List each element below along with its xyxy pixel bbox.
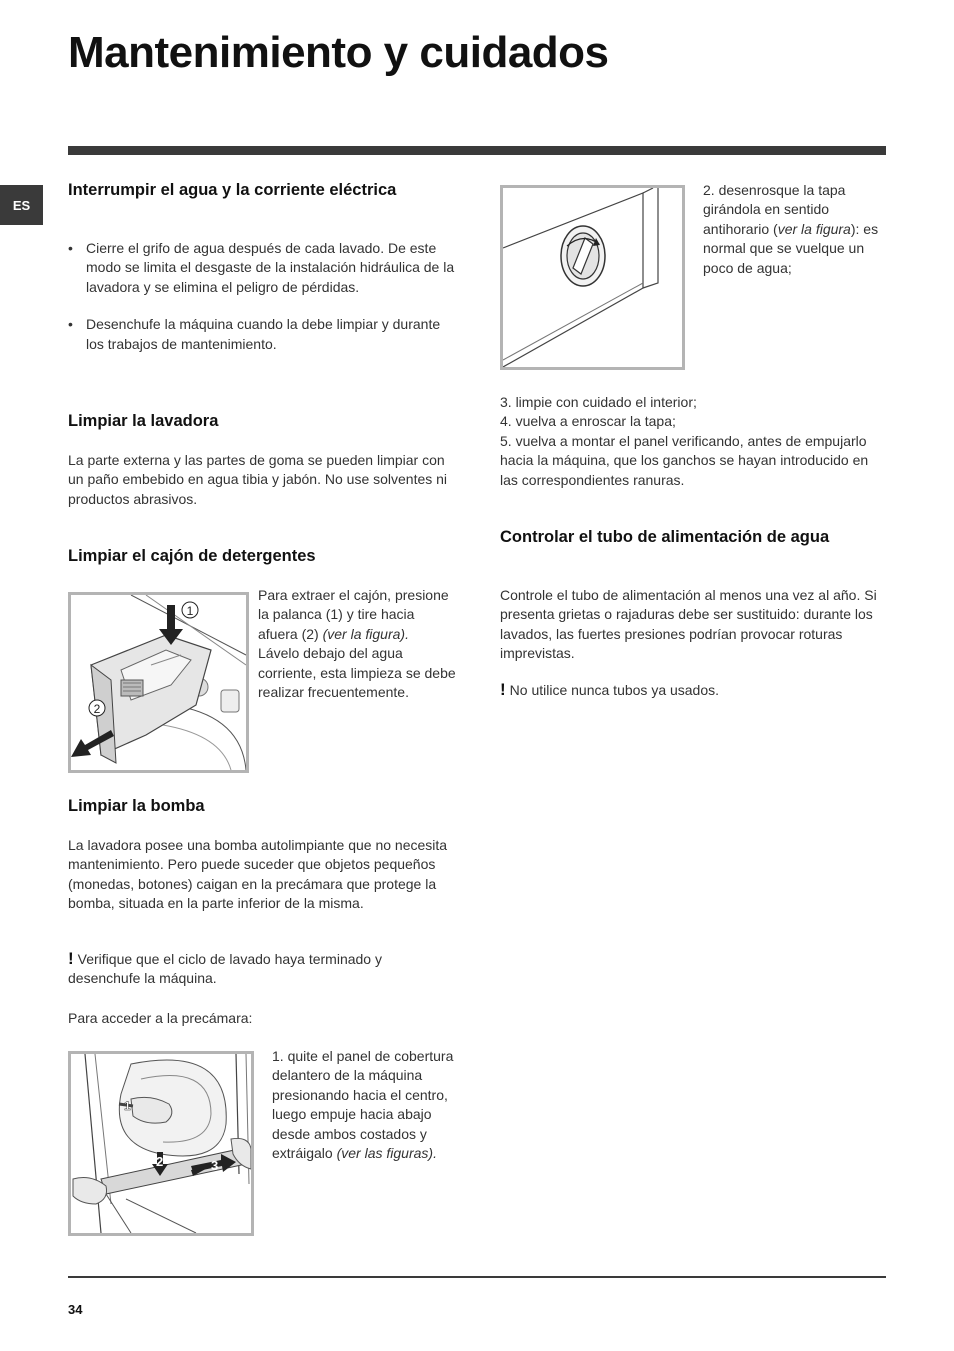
bomba-access-intro: Para acceder a la precámara:	[68, 1010, 253, 1026]
heading-bomba: Limpiar la bomba	[68, 797, 205, 815]
cajon-text	[258, 586, 456, 702]
lavadora-text: La parte externa y las partes de goma se pueden limpiar con un paño embebido en agua tibia y jabón. No use solventes ni productos abrasivos.	[68, 452, 448, 507]
step3-text: 3. limpie con cuidado el interior;	[500, 394, 697, 410]
pump-cap-figure	[500, 185, 685, 370]
bomba-warning-text: Verifique que el ciclo de lavado haya terminado y desenchufe la máquina.	[68, 951, 382, 987]
panel-label-2: 2	[156, 1154, 164, 1169]
step2-text-b: ): es normal que se vuelque un poco de agua;	[703, 220, 879, 276]
step1-text: 1. quite el panel de cobertura delantero de la máquina presionando hacia el centro, luego empuje hacia abajo desde ambos costados y extráigalo	[272, 1048, 454, 1162]
panel-label-1: 1	[124, 1099, 131, 1113]
tubo-warning-text: No utilice nunca tubos ya usados.	[509, 682, 720, 698]
step2-italic: ver la figura	[777, 220, 851, 237]
warning-mark: !	[68, 949, 74, 968]
cajon-text-after: Lávelo debajo del agua corriente, esta limpieza se debe realizar frecuentemente.	[258, 645, 456, 701]
heading-interrumpir: Interrumpir el agua y la corriente eléctrica	[68, 181, 397, 199]
drawer-label-1: 1	[186, 604, 194, 618]
heading-lavadora: Limpiar la lavadora	[68, 412, 219, 430]
page-title: Mantenimiento y cuidados	[68, 28, 609, 77]
page-number: 34	[68, 1302, 83, 1317]
footer-rule	[68, 1276, 886, 1278]
list-item: • Desenchufe la máquina cuando la debe limpiar y durante los trabajos de mantenimiento.	[68, 315, 458, 354]
drawer-label-2: 2	[93, 702, 101, 716]
tubo-warning	[500, 680, 886, 700]
cajon-text-italic: (ver la figura).	[322, 625, 409, 642]
step2-text-a: 2. desenrosque la tapa girándola en sentido antihorario (	[703, 182, 846, 237]
detergent-drawer-illustration	[71, 595, 246, 770]
bomba-text: La lavadora posee una bomba autolimpiante que no necesita mantenimiento. Pero puede suceder que objetos pequeños (monedas, botones) caigan en la precámara que protege la bomba, situada en la parte inferior de la misma.	[68, 837, 448, 912]
pump-cap-illustration	[503, 188, 682, 367]
bomba-step2	[703, 181, 888, 278]
interrumpir-list	[68, 239, 458, 354]
step5-text: 5. vuelva a montar el panel verificando, antes de empujarlo hacia la máquina, que los ganchos se hayan introducido en las correspondientes ranuras.	[500, 432, 869, 488]
bomba-warning	[68, 949, 453, 989]
title-rule	[68, 146, 886, 155]
tubo-text: Controle el tubo de alimentación al menos una vez al año. Si presenta grietas o rajaduras debe ser sustituido: durante los lavados, las fuertes presiones podrían provocar roturas imprevistas.	[500, 587, 877, 662]
step1-italic: (ver las figuras).	[336, 1145, 437, 1162]
step4-text: 4. vuelva a enroscar la tapa;	[500, 413, 676, 430]
language-tab: ES	[0, 185, 43, 225]
panel-figure	[68, 1051, 254, 1236]
front-panel-removal-illustration	[71, 1054, 251, 1233]
cajon-text-main: Para extraer el cajón, presione la palanca (1) y tire hacia afuera (2)	[258, 587, 449, 642]
bomba-step1	[272, 1047, 458, 1163]
bomba-steps-3-5	[500, 393, 886, 490]
warning-mark: !	[500, 680, 506, 699]
list-item: • Cierre el grifo de agua después de cada lavado. De este modo se limita el desgaste de la instalación hidráulica de la lavadora y se elimina el peligro de pérdidas.	[68, 239, 458, 297]
drawer-figure	[68, 592, 249, 773]
panel-label-3: 3	[211, 1158, 219, 1173]
heading-tubo: Controlar el tubo de alimentación de agua	[500, 528, 830, 546]
heading-cajon: Limpiar el cajón de detergentes	[68, 547, 316, 565]
